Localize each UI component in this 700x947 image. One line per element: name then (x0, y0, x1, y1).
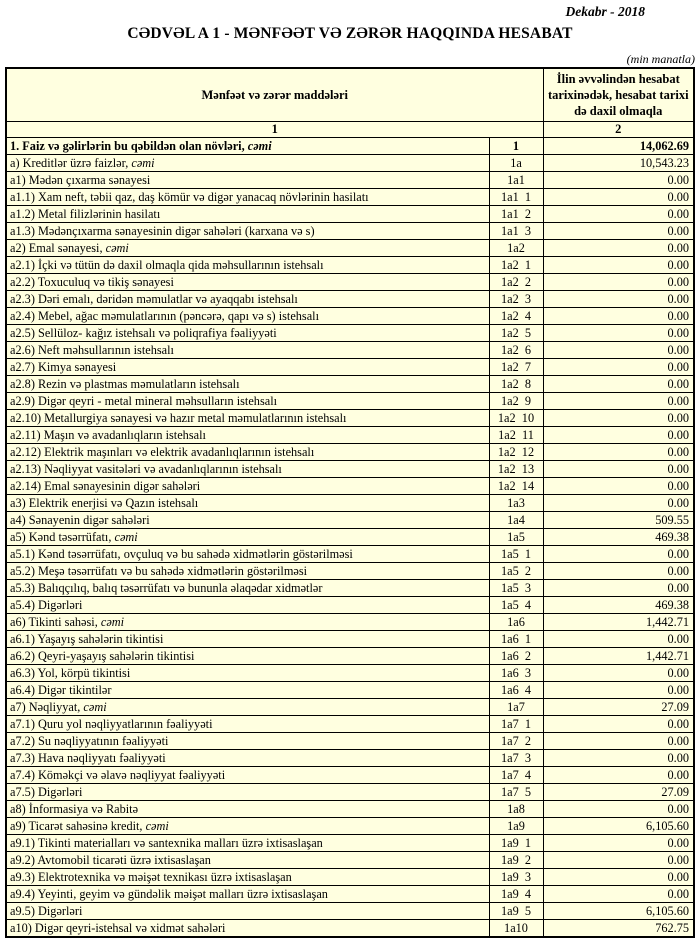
row-value: 6,105.60 (543, 818, 694, 835)
row-label: a3) Elektrik enerjisi və Qazın istehsalı (6, 495, 489, 512)
row-label: a5) Kənd təsərrüfatı, cəmi (6, 529, 489, 546)
table-row (6, 563, 694, 580)
table-row (6, 342, 694, 359)
value-column-header: İlin əvvəlindən hesabat tarixinədək, hesabat tarixi də daxil olmaqla (543, 68, 694, 122)
row-code: 1a1 1 (489, 189, 543, 206)
row-value: 762.75 (543, 920, 694, 938)
row-code: 1a6 1 (489, 631, 543, 648)
row-value: 0.00 (543, 546, 694, 563)
row-code: 1a6 2 (489, 648, 543, 665)
row-value: 509.55 (543, 512, 694, 529)
table-row (6, 784, 694, 801)
row-value: 0.00 (543, 274, 694, 291)
row-value: 0.00 (543, 376, 694, 393)
row-code: 1a2 7 (489, 359, 543, 376)
row-value: 0.00 (543, 665, 694, 682)
row-value: 0.00 (543, 257, 694, 274)
row-code: 1a5 (489, 529, 543, 546)
row-value: 0.00 (543, 716, 694, 733)
row-label: a7.5) Digərləri (6, 784, 489, 801)
row-code: 1a9 5 (489, 903, 543, 920)
row-label: a4) Sənayenin digər sahələri (6, 512, 489, 529)
table-row (6, 189, 694, 206)
row-value: 14,062.69 (543, 138, 694, 155)
header-title-row (6, 68, 694, 122)
row-label: a1) Mədən çıxarma sənayesi (6, 172, 489, 189)
row-code: 1a10 (489, 920, 543, 938)
table-row (6, 257, 694, 274)
row-label: a9.1) Tikinti materialları və santexnika malları üzrə ixtisaslaşan (6, 835, 489, 852)
row-code: 1a2 5 (489, 325, 543, 342)
table-row (6, 512, 694, 529)
table-row (6, 580, 694, 597)
table-row (6, 648, 694, 665)
table-row (6, 308, 694, 325)
table-row (6, 801, 694, 818)
row-value: 0.00 (543, 886, 694, 903)
table-row (6, 393, 694, 410)
row-code: 1a2 2 (489, 274, 543, 291)
row-value: 469.38 (543, 529, 694, 546)
row-value: 0.00 (543, 427, 694, 444)
row-label: a9.2) Avtomobil ticarəti üzrə ixtisaslaşan (6, 852, 489, 869)
row-label: a2.13) Nəqliyyat vasitələri və avadanlıqlarının istehsalı (6, 461, 489, 478)
row-value: 0.00 (543, 308, 694, 325)
row-value: 27.09 (543, 784, 694, 801)
table-row (6, 138, 694, 155)
row-label: a6.4) Digər tikintilər (6, 682, 489, 699)
table-row (6, 852, 694, 869)
row-value: 0.00 (543, 410, 694, 427)
row-code: 1a3 (489, 495, 543, 512)
table-row (6, 325, 694, 342)
table-row (6, 495, 694, 512)
row-value: 0.00 (543, 393, 694, 410)
row-label: a5.4) Digərləri (6, 597, 489, 614)
row-value: 6,105.60 (543, 903, 694, 920)
row-value: 0.00 (543, 835, 694, 852)
row-label: a2.7) Kimya sənayesi (6, 359, 489, 376)
row-value: 0.00 (543, 495, 694, 512)
row-label: a9.4) Yeyinti, geyim və gündəlik məişət malları üzrə ixtisaslaşan (6, 886, 489, 903)
row-value: 0.00 (543, 750, 694, 767)
table-row (6, 546, 694, 563)
row-label: a10) Digər qeyri-istehsal və xidmət sahələri (6, 920, 489, 938)
table-row (6, 410, 694, 427)
row-label: a1.3) Mədənçıxarma sənayesinin digər sahələri (karxana və s) (6, 223, 489, 240)
row-code: 1a8 (489, 801, 543, 818)
table-row (6, 750, 694, 767)
row-label: a2.6) Neft məhsullarının istehsalı (6, 342, 489, 359)
row-label: a9.3) Elektrotexnika və məişət texnikası üzrə ixtisaslaşan (6, 869, 489, 886)
header-number-row (6, 122, 694, 138)
row-label: a6.2) Qeyri-yaşayış sahələrin tikintisi (6, 648, 489, 665)
row-label: a9) Ticarət sahəsinə kredit, cəmi (6, 818, 489, 835)
row-label-emphasis: cəmi (247, 139, 272, 153)
row-code: 1 (489, 138, 543, 155)
row-label-emphasis: cəmi (105, 241, 129, 255)
row-label: a6.1) Yaşayış sahələrin tikintisi (6, 631, 489, 648)
row-label: a2.10) Metallurgiya sənayesi və hazır metal məmulatlarının istehsalı (6, 410, 489, 427)
table-row (6, 716, 694, 733)
table-row (6, 614, 694, 631)
table-row (6, 206, 694, 223)
table-row (6, 869, 694, 886)
row-label: a2.1) İçki və tütün də daxil olmaqla qida məhsullarının istehsalı (6, 257, 489, 274)
row-code: 1a6 3 (489, 665, 543, 682)
table-row (6, 886, 694, 903)
row-label: a2.2) Toxuculuq və tikiş sənayesi (6, 274, 489, 291)
row-code: 1a9 3 (489, 869, 543, 886)
table-row (6, 597, 694, 614)
table-row (6, 223, 694, 240)
row-label: a2.14) Emal sənayesinin digər sahələri (6, 478, 489, 495)
row-code: 1a5 4 (489, 597, 543, 614)
table-row (6, 291, 694, 308)
row-code: 1a5 2 (489, 563, 543, 580)
row-code: 1a1 2 (489, 206, 543, 223)
row-code: 1a4 (489, 512, 543, 529)
row-code: 1a2 11 (489, 427, 543, 444)
row-label-emphasis: cəmi (114, 530, 138, 544)
row-value: 0.00 (543, 291, 694, 308)
row-code: 1a6 (489, 614, 543, 631)
table-row (6, 240, 694, 257)
row-code: 1a7 2 (489, 733, 543, 750)
table-row (6, 665, 694, 682)
row-value: 469.38 (543, 597, 694, 614)
row-value: 0.00 (543, 767, 694, 784)
table-row (6, 444, 694, 461)
row-code: 1a7 5 (489, 784, 543, 801)
row-value: 27.09 (543, 699, 694, 716)
row-value: 0.00 (543, 172, 694, 189)
row-code: 1a9 2 (489, 852, 543, 869)
row-label: a8) İnformasiya və Rabitə (6, 801, 489, 818)
row-value: 0.00 (543, 325, 694, 342)
row-label-emphasis: cəmi (131, 156, 155, 170)
table-row (6, 699, 694, 716)
row-label: a6.3) Yol, körpü tikintisi (6, 665, 489, 682)
row-code: 1a2 9 (489, 393, 543, 410)
row-label: a2.12) Elektrik maşınları və elektrik avadanlıqlarının istehsalı (6, 444, 489, 461)
row-value: 0.00 (543, 206, 694, 223)
table-row (6, 835, 694, 852)
row-code: 1a9 (489, 818, 543, 835)
row-label: a6) Tikinti sahəsi, cəmi (6, 614, 489, 631)
row-value: 0.00 (543, 461, 694, 478)
value-column-number: 2 (543, 122, 694, 138)
row-code: 1a1 3 (489, 223, 543, 240)
row-value: 0.00 (543, 189, 694, 206)
row-label: a7) Nəqliyyat, cəmi (6, 699, 489, 716)
table-row (6, 682, 694, 699)
items-column-number: 1 (6, 122, 543, 138)
row-label: a9.5) Digərləri (6, 903, 489, 920)
row-code: 1a2 10 (489, 410, 543, 427)
row-label: a2.11) Maşın və avadanlıqların istehsalı (6, 427, 489, 444)
row-label: a7.2) Su nəqliyyatının fəaliyyəti (6, 733, 489, 750)
report-period: Dekabr - 2018 (565, 4, 645, 19)
table-row (6, 155, 694, 172)
row-code: 1a1 (489, 172, 543, 189)
row-value: 0.00 (543, 359, 694, 376)
report-title: CƏDVƏL A 1 - MƏNFƏƏT VƏ ZƏRƏR HAQQINDA HESABAT (127, 25, 573, 42)
row-value: 0.00 (543, 852, 694, 869)
row-code: 1a2 (489, 240, 543, 257)
row-label: a7.4) Köməkçi və əlavə nəqliyyat fəaliyyəti (6, 767, 489, 784)
row-code: 1a2 3 (489, 291, 543, 308)
row-value: 0.00 (543, 733, 694, 750)
row-code: 1a6 4 (489, 682, 543, 699)
row-code: 1a9 4 (489, 886, 543, 903)
row-label-emphasis: cəmi (83, 700, 107, 714)
table-row (6, 172, 694, 189)
row-label: a) Kreditlər üzrə faizlər, cəmi (6, 155, 489, 172)
row-code: 1a9 1 (489, 835, 543, 852)
table-row (6, 920, 694, 938)
row-label: a2.9) Digər qeyri - metal mineral məhsulların istehsalı (6, 393, 489, 410)
table-row (6, 427, 694, 444)
row-code: 1a2 13 (489, 461, 543, 478)
row-code: 1a2 12 (489, 444, 543, 461)
row-value: 0.00 (543, 631, 694, 648)
row-label: 1. Faiz və gəlirlərin bu qəbildən olan növləri, cəmi (6, 138, 489, 155)
table-row (6, 529, 694, 546)
table-row (6, 767, 694, 784)
row-code: 1a5 3 (489, 580, 543, 597)
row-label: a2.8) Rezin və plastmas məmulatların istehsalı (6, 376, 489, 393)
table-row (6, 478, 694, 495)
row-value: 0.00 (543, 869, 694, 886)
table-row (6, 376, 694, 393)
row-value: 1,442.71 (543, 614, 694, 631)
row-value: 0.00 (543, 682, 694, 699)
row-code: 1a7 (489, 699, 543, 716)
row-value: 0.00 (543, 563, 694, 580)
table-header (6, 68, 694, 138)
row-code: 1a2 14 (489, 478, 543, 495)
row-label: a2) Emal sənayesi, cəmi (6, 240, 489, 257)
row-code: 1a2 8 (489, 376, 543, 393)
profit-loss-table (5, 67, 695, 938)
row-label: a5.1) Kənd təsərrüfatı, ovçuluq və bu sahədə xidmətlərin göstərilməsi (6, 546, 489, 563)
row-label: a2.4) Mebel, ağac məmulatlarının (pəncərə, qapı və s) istehsalı (6, 308, 489, 325)
row-value: 0.00 (543, 240, 694, 257)
row-label: a2.5) Sellüloz- kağız istehsalı və poliqrafiya fəaliyyəti (6, 325, 489, 342)
table-row (6, 461, 694, 478)
row-code: 1a7 4 (489, 767, 543, 784)
row-value: 1,442.71 (543, 648, 694, 665)
row-value: 0.00 (543, 580, 694, 597)
row-code: 1a5 1 (489, 546, 543, 563)
row-value: 0.00 (543, 342, 694, 359)
table-row (6, 818, 694, 835)
row-label: a7.1) Quru yol nəqliyyatlarının fəaliyyəti (6, 716, 489, 733)
row-label: a1.2) Metal filizlərinin hasilatı (6, 206, 489, 223)
unit-note: (min manatla) (626, 52, 695, 66)
table-row (6, 359, 694, 376)
row-value: 0.00 (543, 801, 694, 818)
row-label: a1.1) Xam neft, təbii qaz, daş kömür və digər yanacaq növlərinin hasilatı (6, 189, 489, 206)
row-label: a2.3) Dəri emalı, dəridən məmulatlar və ayaqqabı istehsalı (6, 291, 489, 308)
row-code: 1a (489, 155, 543, 172)
row-label: a7.3) Hava nəqliyyatı fəaliyyəti (6, 750, 489, 767)
row-code: 1a7 1 (489, 716, 543, 733)
row-code: 1a7 3 (489, 750, 543, 767)
row-label-emphasis: cəmi (100, 615, 125, 629)
row-label: a5.3) Balıqçılıq, balıq təsərrüfatı və bununla əlaqədar xidmətlər (6, 580, 489, 597)
row-code: 1a2 6 (489, 342, 543, 359)
row-value: 0.00 (543, 478, 694, 495)
items-column-header: Mənfəət və zərər maddələri (6, 68, 543, 122)
table-row (6, 631, 694, 648)
row-label-emphasis: cəmi (145, 819, 169, 833)
row-code: 1a2 4 (489, 308, 543, 325)
row-label: a5.2) Meşə təsərrüfatı və bu sahədə xidmətlərin göstərilməsi (6, 563, 489, 580)
table-body (6, 138, 694, 938)
row-value: 0.00 (543, 444, 694, 461)
row-value: 0.00 (543, 223, 694, 240)
table-row (6, 733, 694, 750)
row-value: 10,543.23 (543, 155, 694, 172)
table-row (6, 274, 694, 291)
row-code: 1a2 1 (489, 257, 543, 274)
table-row (6, 903, 694, 920)
